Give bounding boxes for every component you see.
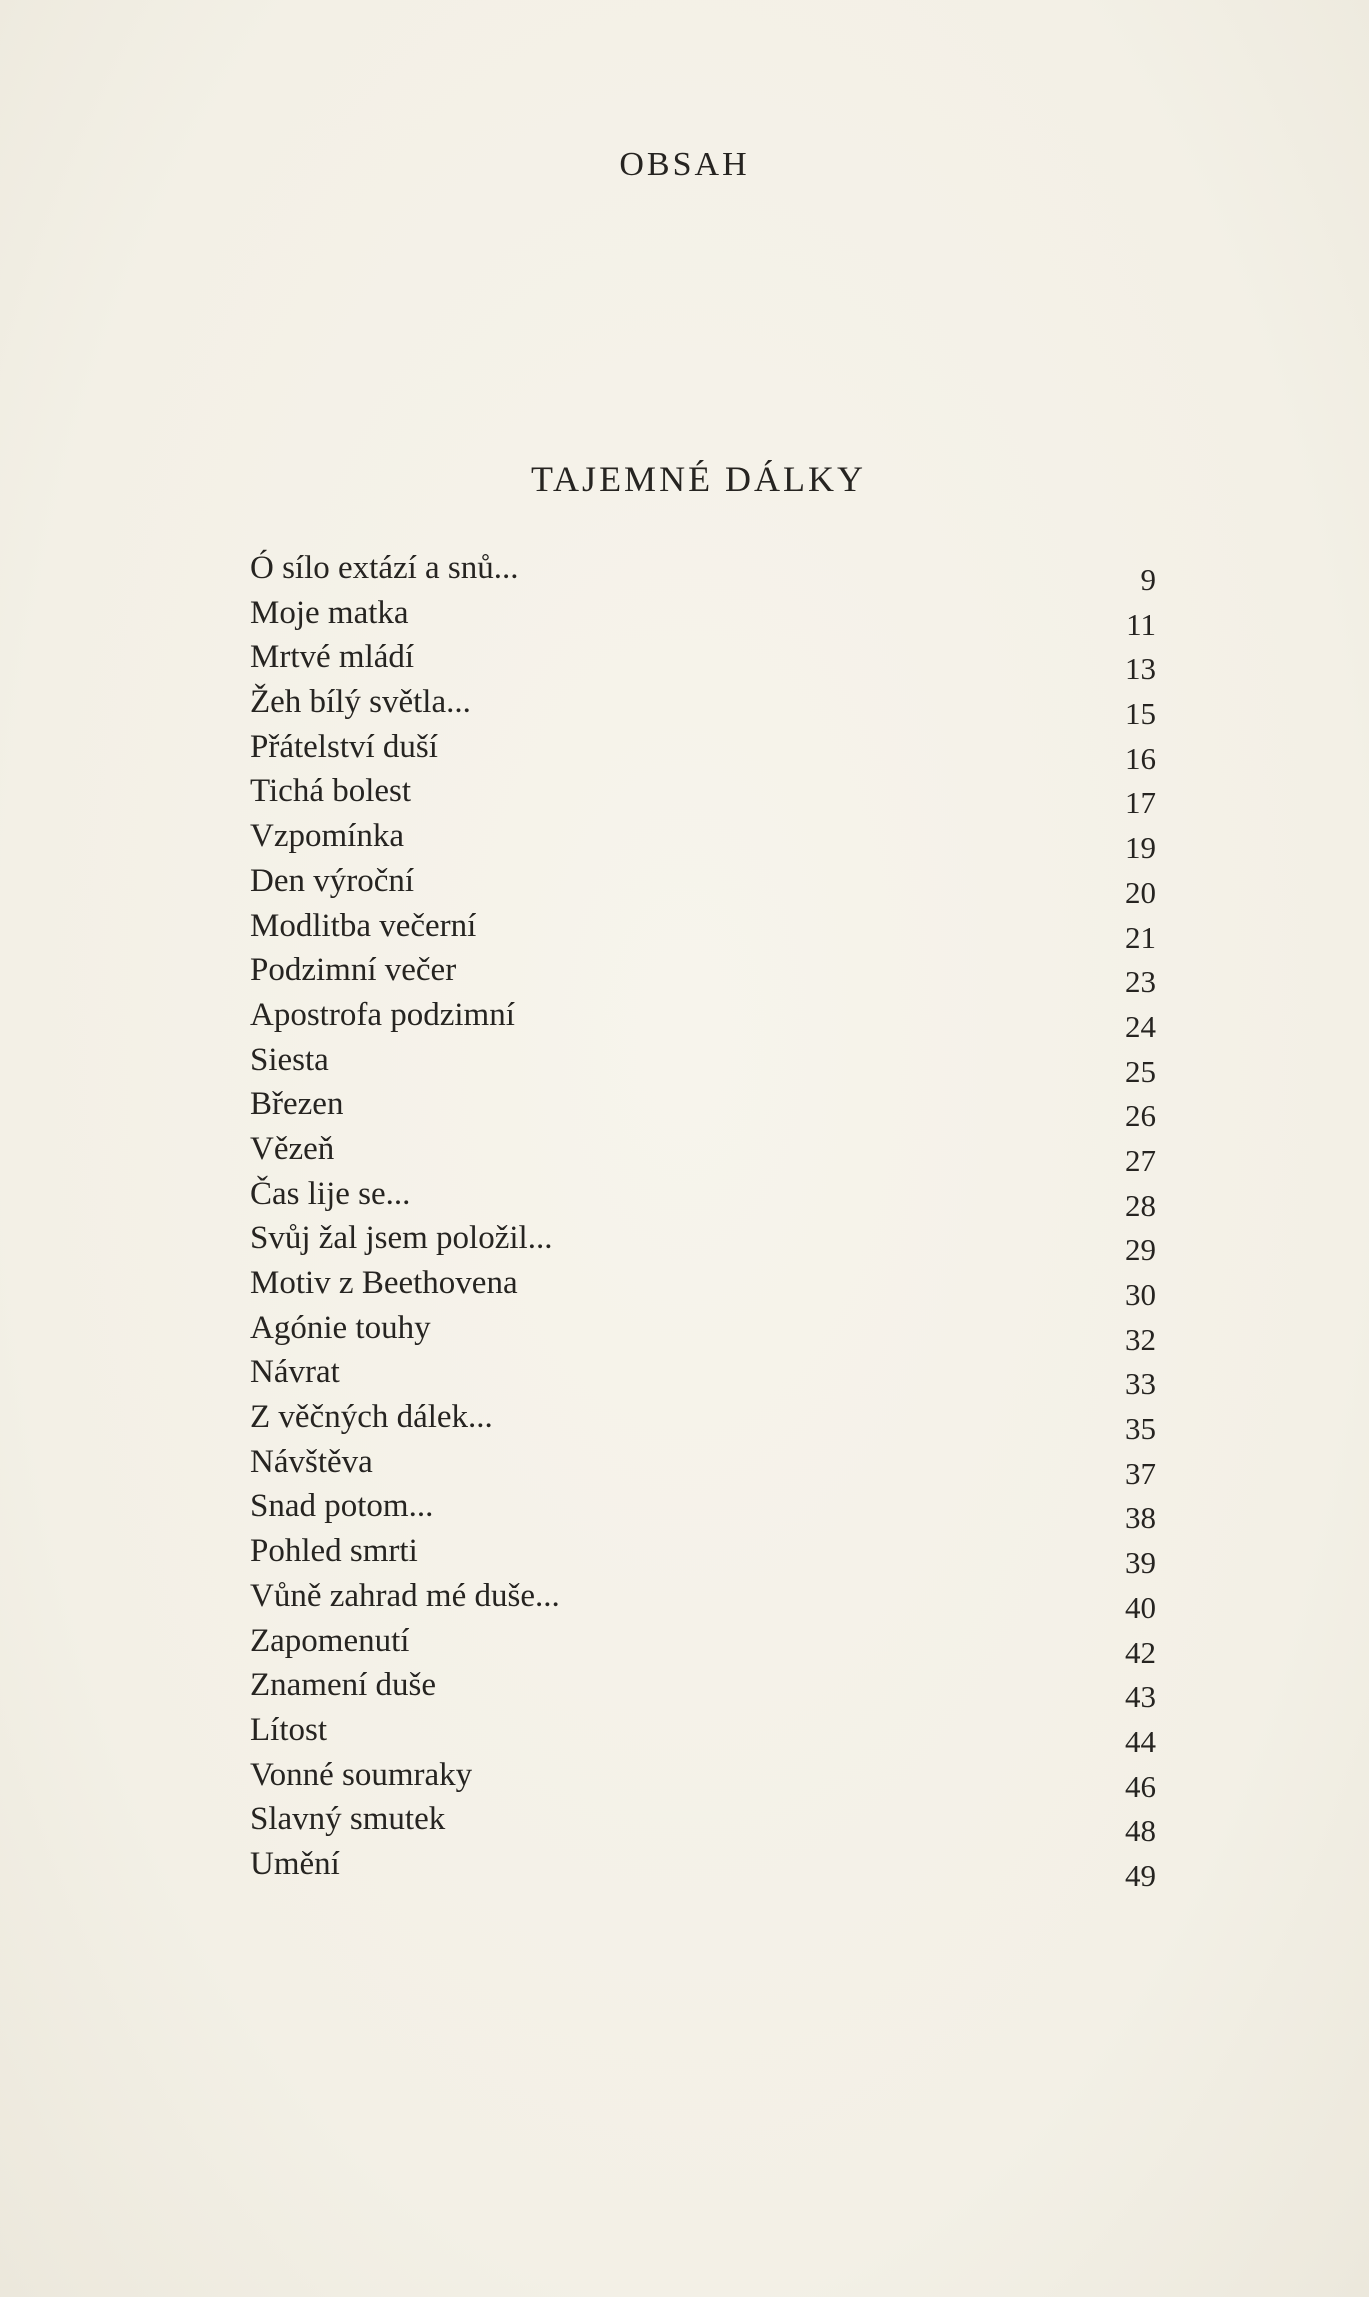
section-title: TAJEMNÉ DÁLKY [530, 459, 867, 499]
toc-entry-title: Vzpomínka [250, 818, 404, 855]
toc-entry-page: 35 [1125, 1411, 1156, 1447]
toc-entry-page: 26 [1125, 1098, 1156, 1134]
toc-entry [250, 993, 1156, 1044]
toc-entry-title: Motiv z Beethovena [250, 1265, 518, 1301]
toc-entry-title: Žeh bílý světla... [250, 684, 471, 721]
toc-entry-title: Vězeň [250, 1130, 335, 1167]
toc-entry [250, 1350, 1156, 1402]
toc-entry-page: 16 [1125, 740, 1156, 776]
toc-entry-title: Ó sílo extází a snů... [250, 550, 519, 586]
toc-entry-page: 25 [1125, 1053, 1156, 1089]
toc-entry-page: 24 [1125, 1008, 1156, 1044]
toc-entry-page: 23 [1125, 964, 1156, 1000]
toc-entry [250, 1842, 1156, 1893]
toc-entry-title: Lítost [250, 1711, 328, 1748]
toc-entry-page: 19 [1125, 830, 1156, 866]
toc-entry [250, 1663, 1156, 1715]
toc-entry-page: 20 [1125, 874, 1156, 910]
toc-entry [250, 1574, 1156, 1625]
contents-heading: OBSAH [619, 146, 750, 183]
toc-entry [250, 814, 1156, 866]
toc-entry [250, 1484, 1156, 1536]
toc-entry-page: 28 [1125, 1187, 1156, 1223]
toc-entry [250, 546, 1156, 597]
toc-entry-page: 33 [1125, 1366, 1156, 1402]
toc-entry-page: 42 [1125, 1634, 1156, 1670]
toc-entry-title: Mrtvé mládí [250, 639, 415, 676]
toc-entry-title: Návštěva [250, 1443, 373, 1480]
toc-entry [250, 1172, 1156, 1223]
toc-entry-page: 40 [1125, 1589, 1156, 1625]
toc-entry [250, 904, 1156, 955]
toc-entry [250, 1082, 1156, 1134]
toc-entry-page: 32 [1125, 1321, 1156, 1357]
toc-entry [250, 591, 1156, 642]
toc-entry-title: Návrat [250, 1354, 340, 1391]
toc-entry [250, 1261, 1156, 1312]
toc-entry-title: Moje matka [250, 594, 409, 631]
toc-entry [250, 1753, 1156, 1804]
toc-entry-page: 48 [1125, 1813, 1156, 1849]
toc-entry-title: Podzimní večer [250, 952, 457, 989]
toc-entry [250, 1395, 1156, 1447]
toc-entry-title: Tichá bolest [250, 773, 412, 810]
toc-entry-title: Vůně zahrad mé duše... [250, 1577, 560, 1614]
toc-entry [250, 1306, 1156, 1357]
toc-entry-page: 27 [1125, 1142, 1156, 1178]
toc-entry-title: Slavný smutek [250, 1801, 446, 1838]
toc-entry [250, 1529, 1156, 1581]
toc-entry-title: Pohled smrti [250, 1533, 418, 1570]
toc-entry [250, 635, 1156, 687]
toc-entry-page: 30 [1125, 1277, 1156, 1312]
toc-entry-title: Den výroční [250, 862, 415, 899]
toc-entry [250, 1127, 1156, 1178]
toc-entry-page: 43 [1125, 1679, 1156, 1715]
toc-entry-title: Snad potom... [250, 1488, 434, 1525]
toc-entry-title: Čas lije se... [250, 1175, 411, 1212]
toc-entry [250, 1440, 1156, 1491]
toc-entry-title: Březen [250, 1086, 344, 1123]
toc-entry [250, 769, 1156, 821]
toc-entry-title: Apostrofa podzimní [250, 996, 515, 1033]
toc-entry [250, 1619, 1156, 1670]
toc-entry-title: Přátelství duší [250, 728, 438, 765]
toc-entry-page: 39 [1125, 1545, 1156, 1581]
table-of-contents [250, 546, 1156, 1893]
toc-entry-page: 15 [1125, 696, 1156, 732]
toc-entry-page: 11 [1126, 606, 1156, 642]
toc-entry-title: Znamení duše [250, 1667, 437, 1704]
toc-entry-page: 13 [1125, 651, 1156, 687]
toc-entry [250, 1797, 1156, 1849]
toc-entry-title: Umění [250, 1845, 340, 1882]
toc-entry-title: Svůj žal jsem položil... [250, 1220, 553, 1257]
toc-entry-page: 38 [1125, 1500, 1156, 1536]
toc-entry-title: Zapomenutí [250, 1622, 410, 1659]
toc-entry [250, 859, 1156, 910]
toc-entry-title: Modlitba večerní [250, 907, 477, 944]
toc-entry-title: Vonné soumraky [250, 1756, 473, 1793]
toc-entry-title: Agónie touhy [250, 1309, 431, 1346]
toc-entry-page: 29 [1125, 1232, 1156, 1268]
toc-entry [250, 680, 1156, 732]
toc-entry-page: 46 [1125, 1768, 1156, 1804]
toc-entry-page: 17 [1125, 785, 1156, 821]
toc-entry-page: 37 [1125, 1455, 1156, 1491]
toc-entry [250, 725, 1156, 776]
toc-entry [250, 1216, 1156, 1268]
toc-entry-title: Siesta [250, 1041, 329, 1078]
toc-entry-title: Z věčných dálek... [250, 1399, 493, 1436]
toc-entry-page: 9 [1140, 562, 1156, 597]
toc-entry [250, 948, 1156, 1000]
toc-entry-page: 49 [1125, 1857, 1156, 1893]
toc-entry [250, 1708, 1156, 1759]
toc-entry-page: 21 [1125, 919, 1156, 955]
toc-entry-page: 44 [1125, 1723, 1156, 1759]
toc-entry [250, 1038, 1156, 1089]
